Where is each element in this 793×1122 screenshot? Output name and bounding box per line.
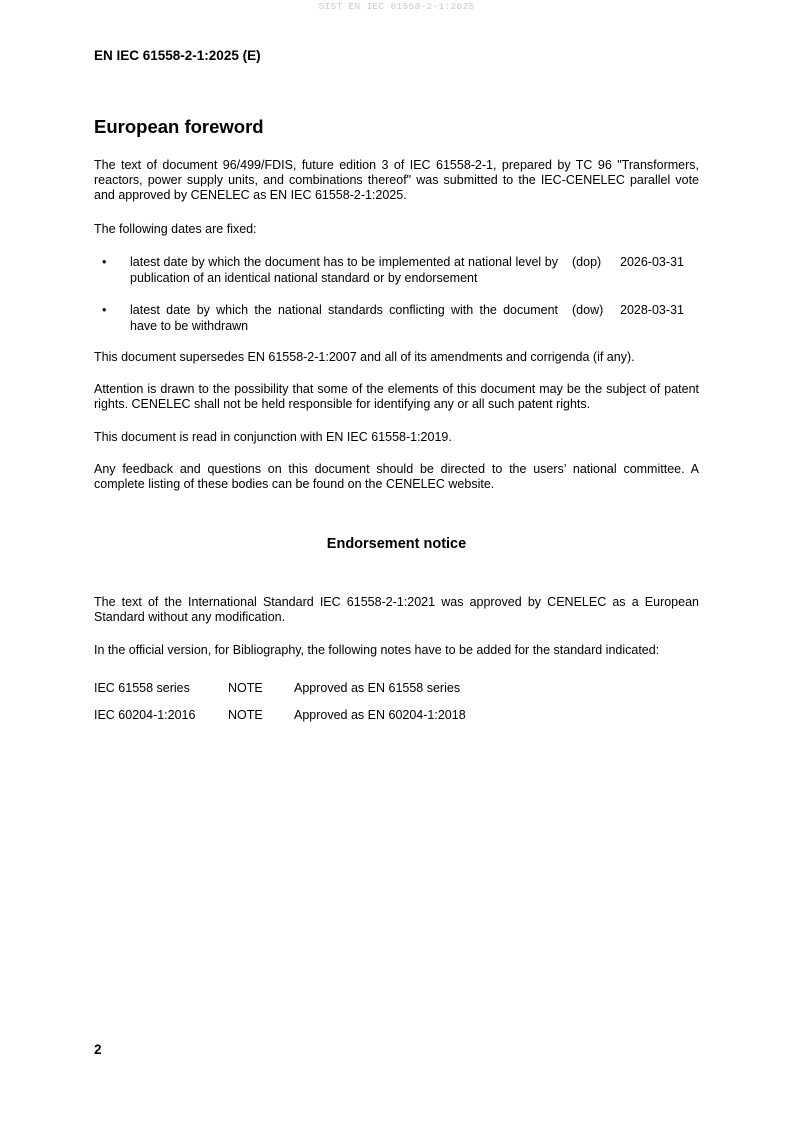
document-id-header: EN IEC 61558-2-1:2025 (E) <box>94 48 261 63</box>
date-item-text: latest date by which the national standards conflicting with the document have to be withdrawn <box>130 303 558 333</box>
watermark: SIST EN IEC 61558-2-1:2025 <box>318 1 475 12</box>
endorsement-paragraph: The text of the International Standard IEC 61558-2-1:2021 was approved by CENELEC as a European Standard without any modification. <box>94 595 699 624</box>
note-standard: IEC 61558 series <box>94 681 190 695</box>
bullet-marker: • <box>102 303 107 317</box>
patent-paragraph: Attention is drawn to the possibility that some of the elements of this document may be the subject of patent rights. CENELEC shall not be held responsible for identifying any or all such patent rights. <box>94 382 699 411</box>
page-number: 2 <box>94 1042 102 1057</box>
supersedes-paragraph: This document supersedes EN 61558-2-1:2007 and all of its amendments and corrigenda (if any). <box>94 350 635 364</box>
note-type: NOTE <box>228 708 263 722</box>
date-item-date: 2026-03-31 <box>620 255 684 269</box>
foreword-intro-paragraph: The text of document 96/499/FDIS, future edition 3 of IEC 61558-2-1, prepared by TC 96 "Transformers, reactors, power supply units, and combinations thereof" was submitted to the IEC-CENELEC parallel vote and approved by CENELEC as EN IEC 61558-2-1:2025. <box>94 158 699 202</box>
date-item-text: latest date by which the document has to be implemented at national level by publication of an identical national standard or by endorsement <box>130 255 558 285</box>
page-title: European foreword <box>94 116 264 137</box>
note-standard: IEC 60204-1:2016 <box>94 708 196 722</box>
endorsement-heading: Endorsement notice <box>326 536 467 552</box>
note-approval: Approved as EN 60204-1:2018 <box>294 708 466 722</box>
bullet-marker: • <box>102 255 107 269</box>
bibliography-intro-paragraph: In the official version, for Bibliography, the following notes have to be added for the standard indicated: <box>94 643 660 657</box>
conjunction-paragraph: This document is read in conjunction with EN IEC 61558-1:2019. <box>94 430 452 444</box>
note-type: NOTE <box>228 681 263 695</box>
feedback-paragraph: Any feedback and questions on this document should be directed to the users’ national committee. A complete listing of these bodies can be found on the CENELEC website. <box>94 462 699 491</box>
note-approval: Approved as EN 61558 series <box>294 681 461 695</box>
dates-intro-paragraph: The following dates are fixed: <box>94 222 257 236</box>
date-item-date: 2028-03-31 <box>620 303 684 317</box>
date-item-label: (dop) <box>572 255 602 269</box>
date-item-label: (dow) <box>572 303 604 317</box>
